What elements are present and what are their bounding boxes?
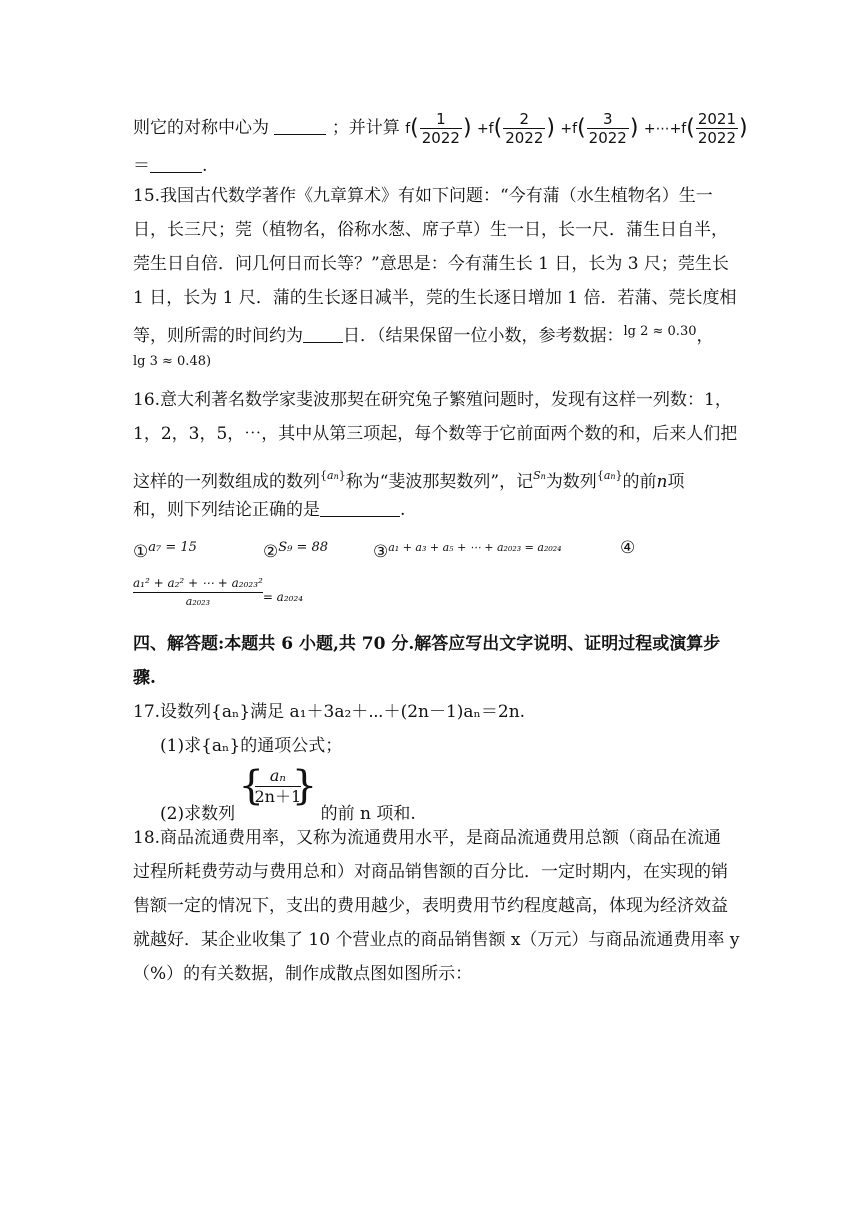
q14-line1: 则它的对称中心为 ；并计算 f( $\frac{1}{2022}$ ) +f( $\frac{2}{2022}$ ) +f( $\frac{3}{2022}$ ) +⋯+f( $\frac{2021}{2022}$ ) <box>133 110 748 147</box>
q17-text: 的前 n 项和. <box>320 804 416 824</box>
fraction: $\frac{3}{2022}$ <box>588 110 627 147</box>
q15-text: 等，则所需的时间约为 <box>133 326 303 346</box>
q18-line5: （%）的有关数据，制作成散点图如图所示： <box>133 964 473 984</box>
q16-line1: 16.意大利著名数学家斐波那契在研究兔子繁殖问题时，发现有这样一列数：1， <box>133 390 732 410</box>
answer-blank <box>150 156 202 173</box>
seq-sn: Sn <box>533 469 546 482</box>
q16-option-2 <box>263 536 328 564</box>
q16-option-1 <box>133 536 197 564</box>
q17-text: (2)求数列 <box>160 804 236 824</box>
func-f: +⋯+f <box>643 121 687 137</box>
option-expr: S₉ = 88 <box>278 540 329 555</box>
answer-blank <box>274 118 326 135</box>
q14-text: ；并计算 <box>331 118 400 138</box>
q18-line1: 18.商品流通费用率，又称为流通费用水平，是商品流通费用总额（商品在流通 <box>133 828 722 848</box>
answer-blank <box>303 326 343 343</box>
q15-line4: 1 日，长为 1 尺．蒲的生长逐日减半，莞的生长逐日增加 1 倍．若蒲、莞长度相 <box>133 288 737 308</box>
option-expr: a₇ = 15 <box>148 540 197 555</box>
section-4-title: 四、解答题:本题共 6 小题,共 70 分.解答应写出文字说明、证明过程或演算步 <box>133 634 721 654</box>
q17-line1: 17.设数列{aₙ}满足 a₁＋3a₂＋⋯＋(2n－1)aₙ＝2n. <box>133 702 526 722</box>
func-f: +f <box>476 121 494 137</box>
q16-text: 为数列 <box>545 472 597 492</box>
option-expr: a₁ + a₃ + a₅ + ⋯ + a₂₀₂₃ = a₂₀₂₄ <box>388 541 562 554</box>
q16-text: 称为“斐波那契数列”，记 <box>345 472 534 492</box>
q16-text: 项 <box>667 472 685 492</box>
func-f: f <box>405 121 411 137</box>
q16-text: . <box>400 500 406 520</box>
q17-part2 <box>160 763 416 824</box>
q16-line2: 1，2，3，5，⋯，其中从第三项起，每个数等于它前面两个数的和，后来人们把 <box>133 424 738 444</box>
q17-part1: (1)求{aₙ}的通项公式； <box>160 736 343 756</box>
option-label: ① <box>133 542 149 562</box>
q15-line3: 莞生日自倍．问几何日而长等？”意思是：今有蒲生长 1 日，长为 3 尺；莞生长 <box>133 254 729 274</box>
fraction: $\frac{2}{2022}$ <box>505 110 544 147</box>
q16-text: 和，则下列结论正确的是 <box>133 500 320 520</box>
q16-line4 <box>133 498 405 522</box>
q18-line4: 就越好．某企业收集了 10 个营业点的商品销售额 x（万元）与商品流通费用率 y <box>133 930 740 950</box>
ref-lg2: lg 2 ≈ 0.30 <box>623 324 697 339</box>
option-expr: = a₂₀₂₄ <box>262 590 304 604</box>
q15-line6 <box>133 350 211 374</box>
section-4-title-cont: 骤. <box>133 668 156 688</box>
q14-line2 <box>133 154 207 178</box>
q15-text: 日．（结果保留一位小数，参考数据： <box>343 326 624 346</box>
q15-line2: 日，长三尺；莞（植物名，俗称水葱、席子草）生一日，长一尺．蒲生日自半， <box>133 220 728 240</box>
q14-text: ＝ <box>133 156 150 176</box>
seq-fraction: { aₙ 2n＋1 } <box>238 763 318 809</box>
var-n: n <box>656 472 668 492</box>
seq-an: {an} <box>596 469 623 482</box>
q18-line2: 过程所耗费劳动与费用总和）对商品销售额的百分比．一定时期内，在实现的销 <box>133 862 728 882</box>
q15-text: ， <box>696 326 714 346</box>
q16-line3 <box>133 464 684 494</box>
q16-option-3 <box>373 536 562 564</box>
q15-line1: 15.我国古代数学著作《九章算术》有如下问题：“今有蒲（水生植物名）生一 <box>133 186 713 206</box>
fraction: $\frac{2021}{2022}$ <box>697 110 737 147</box>
option-4-fraction: $\frac{\text{a₁² + a₂² + ⋯ + a₂₀₂₃²}}{\text{a₂₀₂₃}}$ <box>133 574 263 611</box>
q14-text: 则它的对称中心为 <box>133 118 269 138</box>
q18-line3: 售额一定的情况下，支出的费用越少，表明费用节约程度越高，体现为经济效益 <box>133 896 728 916</box>
q16-option-4 <box>133 574 303 611</box>
q15-line5 <box>133 320 714 348</box>
q14-text: . <box>202 156 208 176</box>
option-label: ③ <box>373 542 389 562</box>
q16-text: 这样的一列数组成的数列 <box>133 472 320 492</box>
fraction: $\frac{1}{2022}$ <box>421 110 460 147</box>
seq-an: {an} <box>320 469 346 482</box>
option-label: ② <box>263 542 279 562</box>
q16-text: 的前 <box>622 472 657 492</box>
answer-blank <box>320 500 400 517</box>
ref-lg3: lg 3 ≈ 0.48 <box>133 354 206 369</box>
q15-text: ) <box>206 354 212 369</box>
func-f: +f <box>560 121 578 137</box>
q16-option-4-label: ④ <box>620 538 636 558</box>
